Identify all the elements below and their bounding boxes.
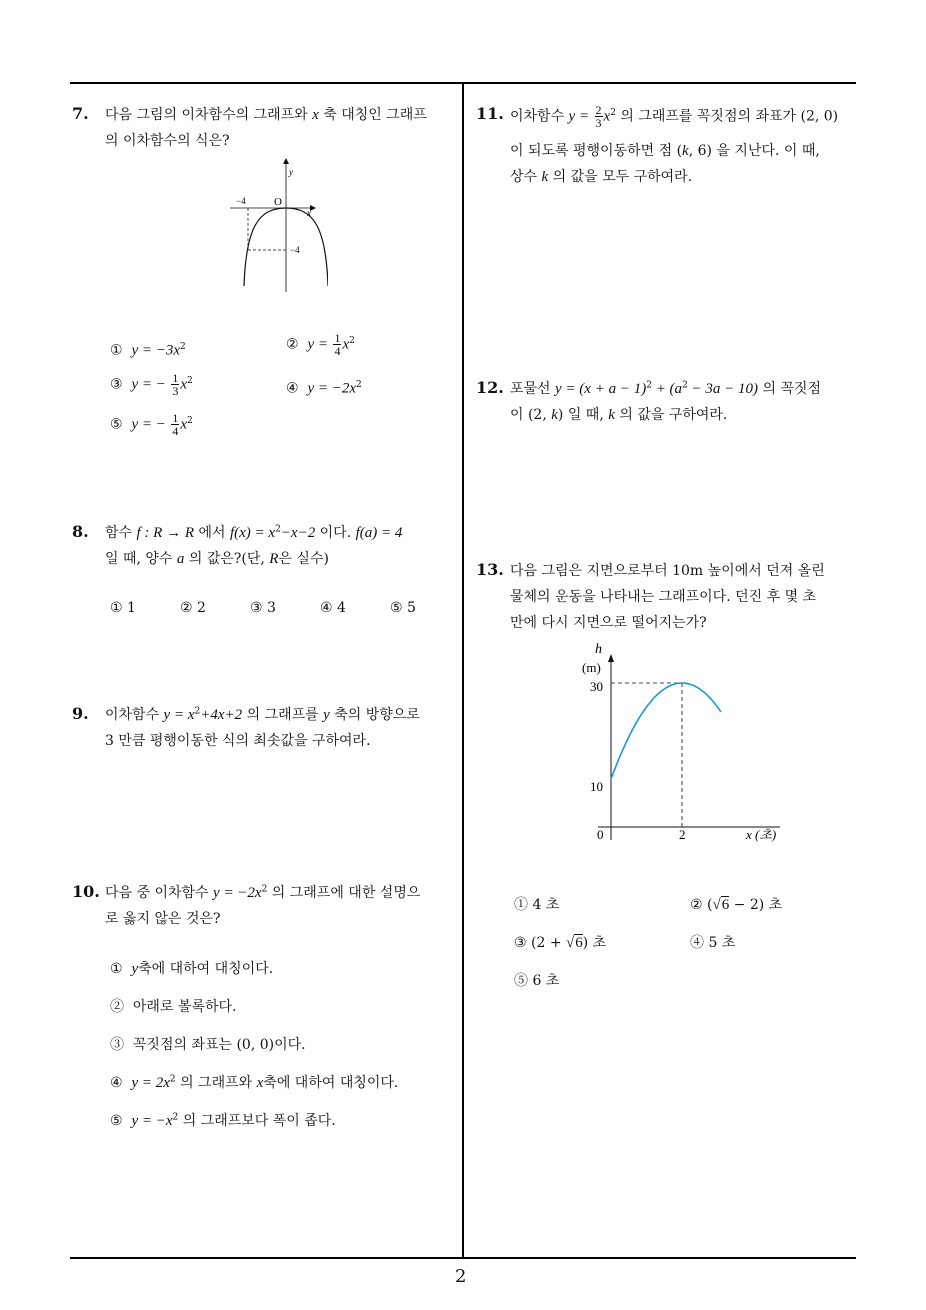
q7-number: 7. <box>72 104 89 123</box>
q13-text-line1: 다음 그림은 지면으로부터 10m 높이에서 던져 올린 <box>510 563 825 579</box>
q12-text-line2: 이 (2, k) 일 때, k 의 값을 구하여라. <box>510 407 728 423</box>
q10-choice-2[interactable]: ② 아래로 볼록하다. <box>110 999 237 1015</box>
q8-text-line1: 함수 f : R → R 에서 $f(x) = x^2-x-2$ 이다. f(a) = 4 <box>105 524 403 541</box>
q13-series-line <box>611 683 721 779</box>
q8-choice-3[interactable]: ③ 3 <box>250 600 276 616</box>
q13-choice-1[interactable]: ① 4 초 <box>514 897 560 913</box>
q10-choice-4[interactable]: ④ $y = 2x^2$ 의 그래프와 x축에 대하여 대칭이다. <box>110 1074 399 1091</box>
q9-text-line2: 3 만큼 평행이동한 식의 최솟값을 구하여라. <box>105 733 371 749</box>
q7-x-label: x <box>307 208 311 218</box>
q10-choice-5[interactable]: ⑤ $y = -x^2$ 의 그래프보다 폭이 좁다. <box>110 1112 336 1129</box>
q13-y-tick-30: 30 <box>590 679 603 694</box>
q7-graph <box>228 158 328 292</box>
q7-y-arrow <box>283 158 289 164</box>
q10-number: 10. <box>72 882 100 901</box>
page-number: 2 <box>455 1266 467 1287</box>
q7-choice-2[interactable]: ② y = $\frac{1}{4}$ $x^2$ <box>286 331 355 358</box>
q13-x-label: x (초) <box>746 827 777 842</box>
q13-choice-4[interactable]: ④ 5 초 <box>690 935 736 951</box>
q7-choice-1[interactable]: ① $y = -3x^2$ <box>110 342 186 359</box>
q10-choice-3[interactable]: ③ 꼭짓점의 좌표는 (0, 0)이다. <box>110 1037 306 1053</box>
q11-text-line2: 이 되도록 평행이동하면 점 (k, 6) 을 지난다. 이 때, <box>510 143 820 159</box>
q13-choice-2[interactable]: ② (√6 − 2) 초 <box>690 897 783 913</box>
q8-choice-2[interactable]: ② 2 <box>180 600 206 616</box>
q11-text-line1: 이차함수 y = $\frac{2}{3}$ $x^2$ 의 그래프를 꼭짓점의 좌표가 (2, 0) <box>510 103 839 130</box>
q8-number: 8. <box>72 522 89 541</box>
q8-choice-1[interactable]: ① 1 <box>110 600 136 616</box>
q7-text-line2: 의 이차함수의 식은? <box>105 133 230 149</box>
q11-text-line3: 상수 k 의 값을 모두 구하여라. <box>510 169 693 185</box>
q8-text-line2: 일 때, 양수 a 의 값은?(단, R은 실수) <box>105 551 329 567</box>
q13-y-label: h <box>595 642 602 657</box>
q12-number: 12. <box>476 378 504 397</box>
q13-text-line3: 만에 다시 지면으로 떨어지는가? <box>510 615 707 631</box>
q13-origin-label: 0 <box>597 827 604 842</box>
q13-number: 13. <box>476 560 504 579</box>
q7-choice-5[interactable]: ⑤ y = − $\frac{1}{4}$ $x^2$ <box>110 411 193 438</box>
q13-x-tick-2: 2 <box>679 827 686 842</box>
q8-choice-5[interactable]: ⑤ 5 <box>390 600 416 616</box>
q11-number: 11. <box>476 104 504 123</box>
q13-choice-3[interactable]: ③ (2 + √6) 초 <box>514 935 607 951</box>
q7-choice-3[interactable]: ③ y = − $\frac{1}{3}$ $x^2$ <box>110 371 193 398</box>
q10-text-line1: 다음 중 이차함수 $y = -2x^2$ 의 그래프에 대한 설명으 <box>105 884 421 901</box>
q13-graph <box>570 640 800 850</box>
q8-choice-4[interactable]: ④ 4 <box>320 600 346 616</box>
q13-y-arrow <box>608 654 614 662</box>
q7-text-line1: 다음 그림의 이차함수의 그래프와 x 축 대칭인 그래프 <box>105 107 427 123</box>
q13-text-line2: 물체의 운동을 나타내는 그래프이다. 던진 후 몇 초 <box>510 589 817 605</box>
q7-x-tick: −4 <box>236 196 246 206</box>
q9-text-line1: 이차함수 $y = x^2+4x+2$ 의 그래프를 y 축의 방향으로 <box>105 706 420 723</box>
q13-y-unit: (m) <box>582 660 601 675</box>
q13-choice-5[interactable]: ⑤ 6 초 <box>514 973 560 989</box>
bottom-rule <box>70 1257 856 1259</box>
q7-origin-label: O <box>274 196 282 208</box>
q7-choice-4[interactable]: ④ $y = -2x^2$ <box>286 380 362 397</box>
q13-y-tick-10: 10 <box>590 779 603 794</box>
q7-y-tick: −4 <box>290 245 300 255</box>
q7-y-label: y <box>289 167 293 177</box>
column-divider <box>462 82 464 1259</box>
q10-choice-1[interactable]: ① y축에 대하여 대칭이다. <box>110 961 274 977</box>
q9-number: 9. <box>72 704 89 723</box>
q12-text-line1: 포물선 $y = (x + a - 1)^2 + (a^2 - 3a - 10)$ 의 꼭짓점 <box>510 380 822 397</box>
q10-text-line2: 로 옳지 않은 것은? <box>105 911 221 927</box>
